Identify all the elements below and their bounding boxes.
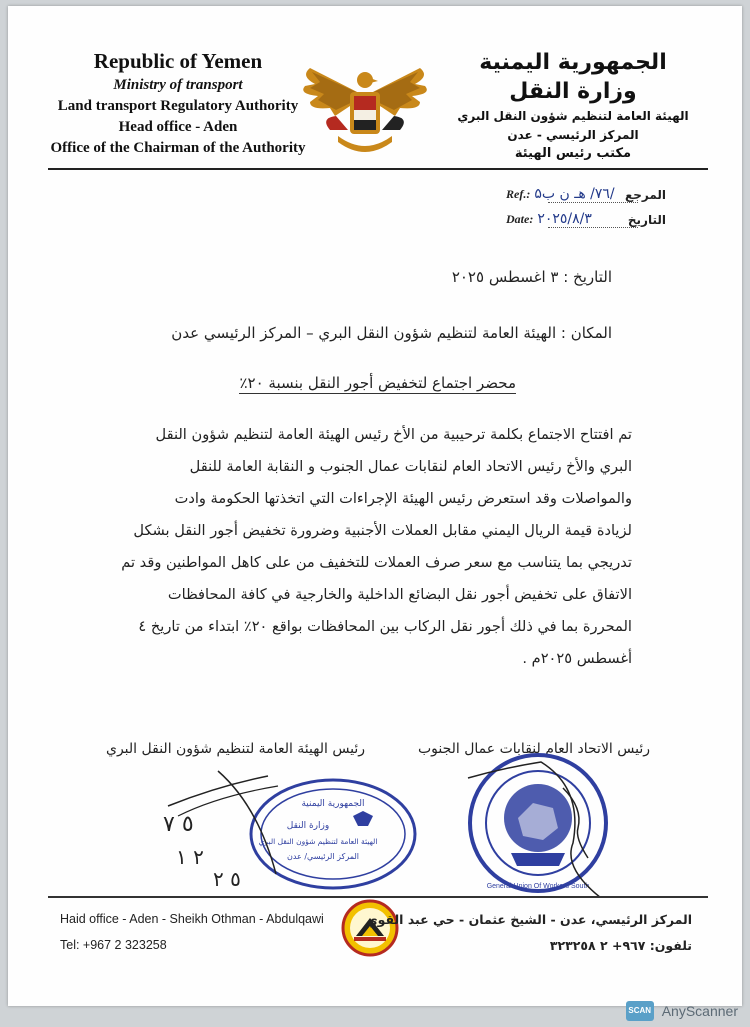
ministry-name-en: Ministry of transport bbox=[113, 77, 243, 93]
footer-address-en: Haid office - Aden - Sheikh Othman - Abdulqawi bbox=[60, 912, 324, 926]
scanner-logo-icon: SCAN bbox=[626, 1001, 654, 1021]
ref-value: ۵٧٦/ هـ ن ب/ bbox=[534, 186, 615, 202]
body-line: لزيادة قيمة الريال اليمني مقابل العملات الأجنبية وضرورة تخفيض أجور النقل بشكل bbox=[133, 522, 632, 539]
date-field bbox=[506, 211, 592, 227]
union-stamp-text: General Union Of Workers South bbox=[486, 883, 590, 890]
body-line: البري والأخ رئيس الاتحاد العام لنقابات عمال الجنوب و النقابة العامة للنقل bbox=[189, 458, 632, 475]
svg-text:٢ ١: ٢ ١ bbox=[176, 845, 204, 869]
header-english bbox=[48, 48, 308, 159]
footer-phone-ar: تلفون: ٩٦٧+ ٢ ٣٢٣٢٥٨ bbox=[549, 938, 692, 953]
office-name-en: Head office - Aden bbox=[118, 119, 238, 135]
chairman-office-en: Office of the Chairman of the Authority bbox=[50, 140, 306, 156]
stamp-line-ministry: وزارة النقل bbox=[286, 821, 330, 831]
country-name-ar: الجمهورية اليمنية bbox=[479, 50, 667, 75]
signature-title-union: رئيس الاتحاد العام لنقابات عمال الجنوب bbox=[417, 741, 650, 757]
body-line: تدريجي بما يتناسب مع سعر صرف العملات للتخفيف من على كاهل المواطنين وقد تم bbox=[121, 554, 632, 571]
union-stamp-icon bbox=[463, 748, 613, 898]
office-name-ar: المركز الرئيسي - عدن bbox=[507, 128, 639, 142]
header-divider bbox=[48, 168, 708, 170]
stamp-line-office: المركز الرئيسي/ عدن bbox=[286, 852, 360, 861]
ref-label: Ref.: bbox=[506, 187, 531, 201]
country-name-en: Republic of Yemen bbox=[93, 49, 263, 73]
chairman-office-ar: مكتب رئيس الهيئة bbox=[514, 146, 632, 161]
date-label-ar: التاريخ bbox=[627, 213, 666, 227]
scanner-app-name: AnyScanner bbox=[661, 1003, 738, 1019]
body-line: والمواصلات وقد استعرض رئيس الهيئة الإجراءات التي اتخذتها الحكومة وادت bbox=[174, 490, 632, 507]
body-line: الاتفاق على تخفيض أجور نقل البضائع الداخلية والخارجية في كافة المحافظات bbox=[167, 586, 632, 603]
document-place: المكان : الهيئة العامة لتنظيم شؤون النقل البري – المركز الرئيسي عدن bbox=[171, 324, 612, 342]
authority-name-en: Land transport Regulatory Authority bbox=[57, 98, 299, 114]
body-line: أغسطس ٢٠٢٥م . bbox=[522, 650, 632, 667]
body-line: تم افتتاح الاجتماع بكلمة ترحيبية من الأخ رئيس الهيئة العامة لتنظيم شؤون النقل bbox=[155, 426, 632, 443]
document-subject: محضر اجتماع لتخفيض أجور النقل بنسبة ٢٠٪ bbox=[239, 374, 516, 392]
scanner-watermark bbox=[626, 1001, 738, 1021]
date-value: ٢٠٢٥/٨/٣ bbox=[537, 211, 592, 227]
date-label: Date: bbox=[506, 212, 534, 226]
ref-label-ar: المرجع bbox=[625, 188, 666, 202]
signature-title-authority: رئيس الهيئة العامة لتنظيم شؤون النقل البري bbox=[106, 741, 366, 757]
document-sheet bbox=[8, 6, 742, 1006]
stamp-line-country: الجمهورية اليمنية bbox=[301, 799, 365, 809]
authority-stamp-icon bbox=[158, 766, 428, 896]
body-line: المحررة بما في ذلك أجور نقل الركاب بين المحافظات بواقع ٢٠٪ ابتداء من تاريخ ٤ bbox=[138, 618, 632, 635]
ministry-name-ar: وزارة النقل bbox=[509, 79, 637, 104]
authority-logo-icon bbox=[340, 898, 400, 958]
ref-dotted-line bbox=[548, 202, 638, 203]
yemen-eagle-emblem-icon bbox=[290, 56, 440, 166]
svg-text:٥ ٧: ٥ ٧ bbox=[163, 812, 194, 837]
stamp-line-authority: الهيئة العامة لتنظيم شؤون النقل البري bbox=[258, 837, 378, 846]
document-date: التاريخ : ٣ اغسطس ٢٠٢٥ bbox=[451, 268, 612, 286]
header-arabic bbox=[448, 48, 698, 164]
footer-address-ar: المركز الرئيسي، عدن - الشيخ عثمان - حي عبد القوي bbox=[366, 912, 692, 927]
footer-phone-en: Tel: +967 2 323258 bbox=[60, 938, 167, 952]
authority-name-ar: الهيئة العامة لتنظيم شؤون النقل البري bbox=[457, 109, 689, 123]
date-dotted-line bbox=[548, 227, 638, 228]
svg-text:٥ ٢: ٥ ٢ bbox=[213, 867, 241, 891]
ref-field bbox=[506, 186, 615, 202]
